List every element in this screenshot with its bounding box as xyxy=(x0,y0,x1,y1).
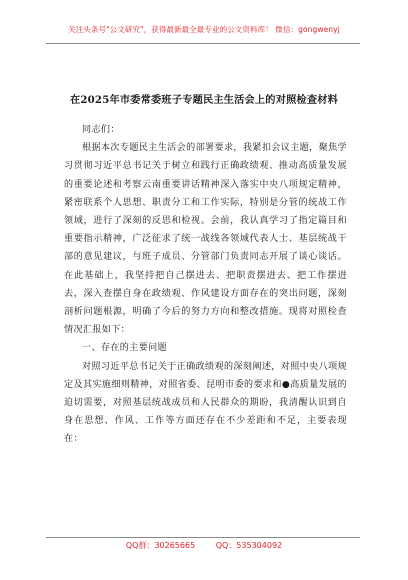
footer-qq-group: QQ群：30265665 xyxy=(125,541,196,550)
footer xyxy=(0,540,408,551)
header-rule xyxy=(46,43,360,44)
footer-rule xyxy=(46,537,360,538)
section-heading: 一、存在的主要问题 xyxy=(82,343,167,354)
document-body xyxy=(64,121,347,449)
footer-qq: QQ：535304092 xyxy=(215,541,283,550)
intro-paragraph: 根据本次专题民主生活会的部署要求，我紧扣会议主题，聚焦学习贯彻习近平总书记关于树立和践行正确政绩观、推动高质量发展的重要论述和考察云南重要讲话精神深入落实中央八项规定精神，紧密联系个人思想、职责分工和工作实际，特别是分管的统战工作领域，进行了深刻的反思和检视。会前，我认真学习了指定篇目和重要指示精神，广泛征求了统一战线各领域代表人士、基层统战干部的意见建议，与班子成员、分管部门负责同志开展了谈心谈话。在此基础上，我坚持把自己摆进去、把职责摆进去、把工作摆进去，深入查摆自身在政绩观、作风建设方面存在的突出问题，深刻剖析问题根源，明确了今后的努力方向和整改措施。现将对照检查情况汇报如下： xyxy=(64,143,347,336)
header-banner: 关注头条号"公文研究"，获得最新最全最专业的公文资料库！ 微信：gongwenyj xyxy=(68,25,340,34)
salutation: 同志们： xyxy=(82,125,120,135)
document-title: 在2025年市委常委班子专题民主生活会上的对照检查材料 xyxy=(69,94,339,106)
section-paragraph: 对照习近平总书记关于正确政绩观的深刻阐述，对照中央八项规定及其实施细则精神，对照省委、昆明市委的要求和●高质量发展的迫切需要，对照基层统战成员和人民群众的期盼，我清醒认识到自身在思想、作风、工作等方面还存在不少差距和不足，主要表现在： xyxy=(64,361,347,445)
